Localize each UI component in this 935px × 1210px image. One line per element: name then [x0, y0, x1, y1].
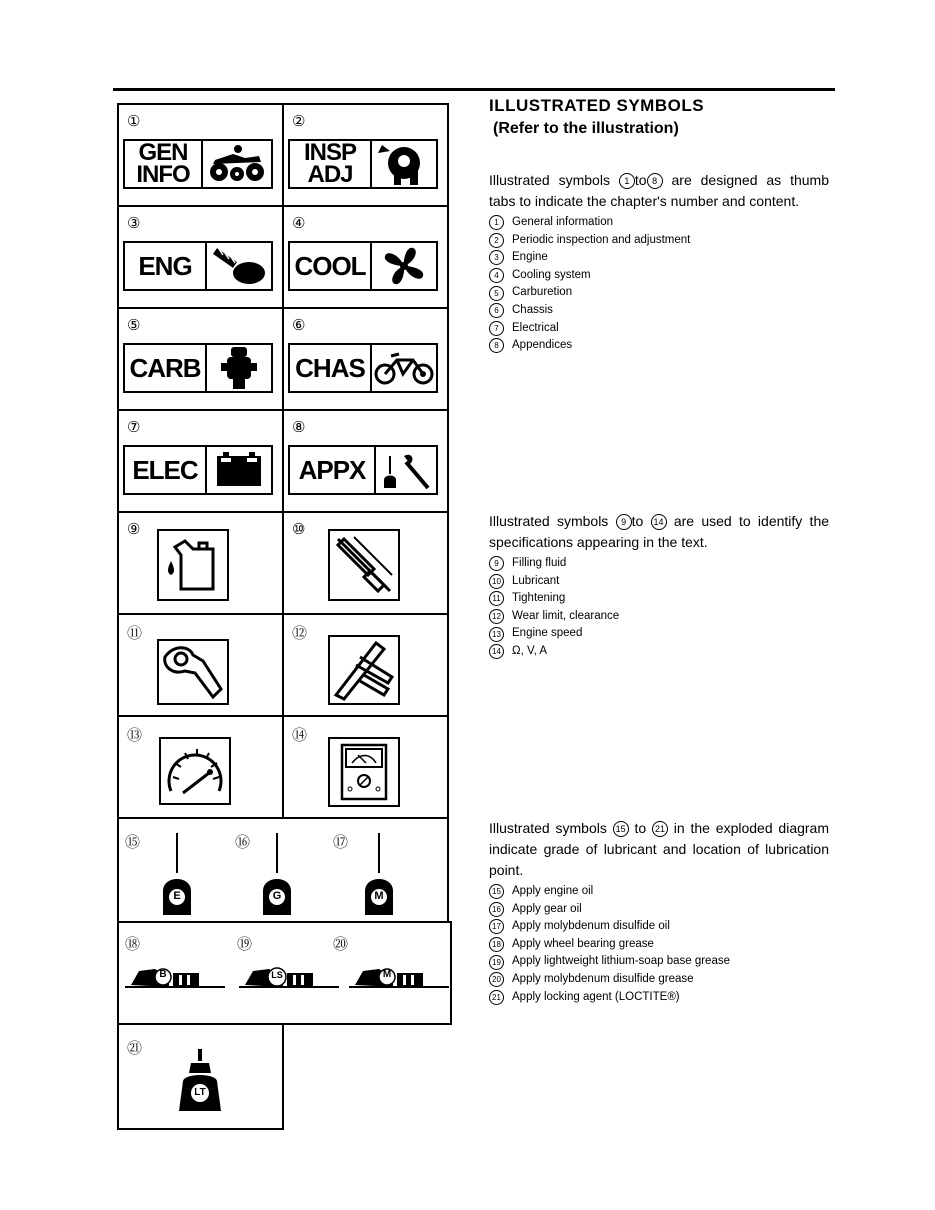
symbol-number: ⑩ [292, 520, 306, 538]
tab-label: COOL [290, 243, 372, 289]
list-item: 14 Ω, V, A [489, 643, 829, 661]
symbol-list [489, 555, 829, 661]
symbol-cell-8 [282, 409, 449, 513]
grade-letter: E [173, 890, 181, 902]
symbol-number: ㉑ [127, 1039, 143, 1057]
symbol-number: ⑬ [127, 726, 143, 744]
caliper-icon [328, 635, 400, 705]
filling-fluid-icon [157, 529, 229, 601]
section-paragraph: Illustrated symbols 15 to 21 in the exploded diagram indicate grade of lubricant and location of lubrication point. [489, 820, 829, 878]
list-item: 8 Appendices [489, 337, 829, 355]
section-specifications [489, 511, 829, 661]
grade-letter: G [272, 890, 282, 902]
list-item: 7 Electrical [489, 320, 829, 338]
symbol-number: ② [292, 112, 306, 130]
thumb-tab-cool [288, 241, 438, 291]
symbol-number: ⑲ [237, 935, 253, 953]
symbol-number: ① [127, 112, 141, 130]
symbol-number: ⑯ [235, 833, 251, 851]
thumb-tab-carb [123, 343, 273, 393]
symbol-number: ⑥ [292, 316, 306, 334]
symbol-number: ④ [292, 214, 306, 232]
symbol-number: ⑰ [333, 833, 349, 851]
grease-gun-m-icon [349, 963, 449, 993]
symbol-cell-greases [117, 921, 452, 1025]
symbol-cell-10 [282, 511, 449, 615]
oiler-m-icon [363, 833, 395, 915]
tab-label-line1: INSP [303, 139, 356, 166]
wrench-gauge-icon [372, 141, 436, 187]
symbol-cell-13 [117, 715, 284, 819]
grade-letter: LT [194, 1087, 206, 1098]
carburetor-icon [207, 345, 271, 391]
list-item: 12 Wear limit, clearance [489, 608, 829, 626]
symbol-cell-6 [282, 307, 449, 411]
top-rule [113, 88, 835, 91]
grade-letter: LS [271, 970, 283, 980]
tab-label: CARB [125, 345, 207, 391]
section-paragraph: Illustrated symbols 1 to 8 are designed as thumb tabs to indicate the chapter's number and content. [489, 172, 830, 209]
list-item: 6 Chassis [489, 302, 829, 320]
list-item: 5 Carburetion [489, 284, 829, 302]
grease-gun-ls-icon [239, 963, 339, 993]
symbol-number: ⑳ [333, 935, 349, 953]
list-item: 2 Periodic inspection and adjustment [489, 232, 829, 250]
symbol-cell-oils [117, 817, 449, 923]
tab-label: APPX [290, 447, 376, 493]
symbol-number: ③ [127, 214, 141, 232]
oiler-tool-icon [376, 447, 436, 493]
list-item: 10 Lubricant [489, 573, 829, 591]
thumb-tab-gen-info [123, 139, 273, 189]
grade-letter: M [374, 890, 384, 902]
symbol-list [489, 883, 829, 1006]
fan-icon [372, 243, 436, 289]
list-item: 21 Apply locking agent (LOCTITE®) [489, 989, 829, 1007]
section-paragraph: Illustrated symbols 9 to 14 are used to identify the specifications appearing in the text. [489, 513, 830, 550]
symbol-cell-5 [117, 307, 284, 411]
page-title: ILLUSTRATED SYMBOLS [489, 96, 705, 115]
tab-label-line1: GEN [138, 139, 188, 166]
symbol-number: ⑮ [125, 833, 141, 851]
page-subtitle: (Refer to the illustration) [493, 120, 679, 137]
symbol-number: ⑨ [127, 520, 141, 538]
symbol-cell-21 [117, 1023, 284, 1130]
tab-label: ENG [125, 243, 207, 289]
grade-letter: B [159, 969, 167, 980]
symbol-cell-4 [282, 205, 449, 309]
list-item: 3 Engine [489, 249, 829, 267]
symbol-cell-1 [117, 103, 284, 207]
symbol-cell-9 [117, 511, 284, 615]
atv-icon [203, 141, 271, 187]
list-item: 13 Engine speed [489, 625, 829, 643]
list-item: 19 Apply lightweight lithium-soap base grease [489, 953, 829, 971]
symbol-number: ⑦ [127, 418, 141, 436]
engine-speed-tachometer-icon [159, 737, 231, 805]
locking-agent-bottle-icon [175, 1049, 225, 1111]
symbol-cell-12 [282, 613, 449, 717]
lubricant-grease-gun-icon [328, 529, 400, 601]
thumb-tab-appx [288, 445, 438, 495]
list-item: 4 Cooling system [489, 267, 829, 285]
thumb-tab-chas [288, 343, 438, 393]
motorcycle-icon [372, 345, 436, 391]
symbol-cell-11 [117, 613, 284, 717]
list-item: 9 Filling fluid [489, 555, 829, 573]
symbol-list [489, 214, 829, 355]
tab-label-line2: ADJ [307, 161, 353, 188]
piston-icon [207, 243, 271, 289]
symbol-number: ⑭ [292, 726, 308, 744]
list-item: 20 Apply molybdenum disulfide grease [489, 971, 829, 989]
list-item: 1 General information [489, 214, 829, 232]
tab-label: CHAS [290, 345, 372, 391]
list-item: 16 Apply gear oil [489, 901, 829, 919]
symbol-number: ⑱ [125, 935, 141, 953]
section-lubricants [489, 818, 829, 1006]
multimeter-icon [328, 737, 400, 807]
thumb-tab-insp-adj [288, 139, 438, 189]
oiler-e-icon [161, 833, 193, 915]
symbol-number: ⑫ [292, 624, 308, 642]
symbol-number: ⑧ [292, 418, 306, 436]
list-item: 17 Apply molybdenum disulfide oil [489, 918, 829, 936]
tab-label-line2: INFO [136, 161, 190, 188]
symbol-cell-14 [282, 715, 449, 819]
list-item: 18 Apply wheel bearing grease [489, 936, 829, 954]
symbol-number: ⑪ [127, 624, 143, 642]
tab-label: ELEC [125, 447, 207, 493]
symbol-cell-7 [117, 409, 284, 513]
thumb-tab-elec [123, 445, 273, 495]
battery-icon [207, 447, 271, 493]
grade-letter: M [382, 969, 392, 980]
list-item: 15 Apply engine oil [489, 883, 829, 901]
section-thumb-tabs [489, 170, 829, 355]
symbol-number: ⑤ [127, 316, 141, 334]
thumb-tab-eng [123, 241, 273, 291]
list-item: 11 Tightening [489, 590, 829, 608]
symbol-cell-3 [117, 205, 284, 309]
grease-gun-b-icon [125, 963, 225, 993]
symbol-cell-2 [282, 103, 449, 207]
tightening-wrench-icon [157, 639, 229, 705]
oiler-g-icon [261, 833, 293, 915]
